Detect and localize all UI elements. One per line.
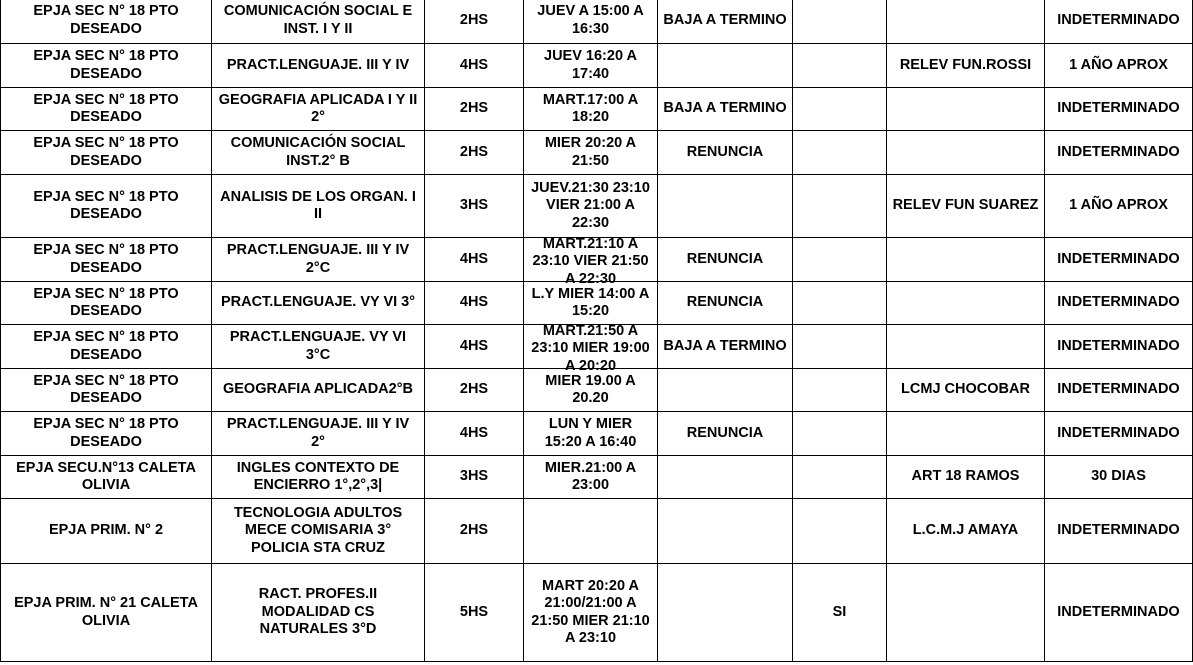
reason-cell: RENUNCIA <box>658 282 793 325</box>
school-cell: EPJA SEC N° 18 PTO DESEADO <box>1 88 212 131</box>
schedule-text: MART.21:50 A 23:10 MIER 19:00 A 20:20 <box>531 322 650 374</box>
subject-cell: COMUNICACIÓN SOCIAL E INST. I Y II <box>212 0 425 44</box>
schedule-text: MART.21:10 A 23:10 VIER 21:50 A 22:30 <box>532 235 649 287</box>
table-row <box>1 175 1193 238</box>
hours-cell: 2HS <box>425 499 524 564</box>
extra-cell <box>793 175 887 238</box>
relief-cell <box>887 0 1045 44</box>
hours-cell: 2HS <box>425 0 524 44</box>
table-row <box>1 499 1193 564</box>
reason-cell <box>658 456 793 499</box>
school-cell: EPJA SEC N° 18 PTO DESEADO <box>1 325 212 369</box>
reason-cell: RENUNCIA <box>658 131 793 175</box>
relief-cell: LCMJ CHOCOBAR <box>887 369 1045 412</box>
school-cell: EPJA SEC N° 18 PTO DESEADO <box>1 175 212 238</box>
reason-cell <box>658 44 793 88</box>
schedule-cell: JUEV 16:20 A 17:40 <box>524 44 658 88</box>
school-cell: EPJA SEC N° 18 PTO DESEADO <box>1 412 212 456</box>
extra-cell <box>793 456 887 499</box>
reason-cell: RENUNCIA <box>658 238 793 282</box>
schedule-cell: L.Y MIER 14:00 A 15:20 <box>524 282 658 325</box>
hours-cell: 2HS <box>425 131 524 175</box>
duration-cell: 1 AÑO APROX <box>1045 44 1193 88</box>
duration-cell: INDETERMINADO <box>1045 412 1193 456</box>
subject-cell: PRACT.LENGUAJE. VY VI 3°C <box>212 325 425 369</box>
table-row <box>1 88 1193 131</box>
reason-cell: BAJA A TERMINO <box>658 325 793 369</box>
hours-cell: 2HS <box>425 88 524 131</box>
hours-cell: 2HS <box>425 369 524 412</box>
duration-cell: INDETERMINADO <box>1045 0 1193 44</box>
schedule-cell: MART.17:00 A 18:20 <box>524 88 658 131</box>
relief-cell: L.C.M.J AMAYA <box>887 499 1045 564</box>
table-row <box>1 325 1193 369</box>
school-cell: EPJA SEC N° 18 PTO DESEADO <box>1 0 212 44</box>
extra-cell <box>793 282 887 325</box>
table-row <box>1 0 1193 44</box>
subject-cell: RACT. PROFES.II MODALIDAD CS NATURALES 3°D <box>212 564 425 662</box>
reason-cell <box>658 175 793 238</box>
school-cell: EPJA SEC N° 18 PTO DESEADO <box>1 369 212 412</box>
subject-cell: GEOGRAFIA APLICADA I Y II 2° <box>212 88 425 131</box>
subject-cell: PRACT.LENGUAJE. III Y IV 2°C <box>212 238 425 282</box>
school-cell: EPJA SEC N° 18 PTO DESEADO <box>1 131 212 175</box>
table-row <box>1 369 1193 412</box>
hours-cell: 4HS <box>425 282 524 325</box>
relief-cell <box>887 325 1045 369</box>
hours-cell: 3HS <box>425 175 524 238</box>
reason-cell <box>658 499 793 564</box>
duration-cell: INDETERMINADO <box>1045 282 1193 325</box>
table-row <box>1 412 1193 456</box>
hours-cell: 3HS <box>425 456 524 499</box>
school-cell: EPJA SECU.N°13 CALETA OLIVIA <box>1 456 212 499</box>
table-row <box>1 282 1193 325</box>
hours-cell: 4HS <box>425 412 524 456</box>
hours-cell: 5HS <box>425 564 524 662</box>
duration-cell: INDETERMINADO <box>1045 325 1193 369</box>
duration-cell: INDETERMINADO <box>1045 131 1193 175</box>
duration-cell: 1 AÑO APROX <box>1045 175 1193 238</box>
school-cell: EPJA SEC N° 18 PTO DESEADO <box>1 238 212 282</box>
table-row <box>1 131 1193 175</box>
relief-cell <box>887 412 1045 456</box>
schedule-cell: MART 20:20 A 21:00/21:00 A 21:50 MIER 21:10 A 23:10 <box>524 564 658 662</box>
schedule-cell: MIER.21:00 A 23:00 <box>524 456 658 499</box>
table-row <box>1 456 1193 499</box>
schedule-cell: LUN Y MIER 15:20 A 16:40 <box>524 412 658 456</box>
extra-cell <box>793 499 887 564</box>
relief-cell <box>887 282 1045 325</box>
extra-cell: SI <box>793 564 887 662</box>
relief-cell: RELEV FUN.ROSSI <box>887 44 1045 88</box>
schedule-cell: JUEV.21:30 23:10 VIER 21:00 A 22:30 <box>524 175 658 238</box>
relief-cell: ART 18 RAMOS <box>887 456 1045 499</box>
duration-cell: 30 DIAS <box>1045 456 1193 499</box>
relief-cell <box>887 131 1045 175</box>
duration-cell: INDETERMINADO <box>1045 238 1193 282</box>
subject-cell: COMUNICACIÓN SOCIAL INST.2° B <box>212 131 425 175</box>
extra-cell <box>793 369 887 412</box>
school-cell: EPJA PRIM. N° 21 CALETA OLIVIA <box>1 564 212 662</box>
subject-cell: PRACT.LENGUAJE. III Y IV <box>212 44 425 88</box>
extra-cell <box>793 412 887 456</box>
reason-cell <box>658 564 793 662</box>
hours-cell: 4HS <box>425 238 524 282</box>
table-row <box>1 44 1193 88</box>
schedule-cell: MIER 20:20 A 21:50 <box>524 131 658 175</box>
duration-cell: INDETERMINADO <box>1045 88 1193 131</box>
schedule-cell <box>524 235 658 287</box>
extra-cell <box>793 131 887 175</box>
extra-cell <box>793 88 887 131</box>
subject-cell: GEOGRAFIA APLICADA2°B <box>212 369 425 412</box>
relief-cell <box>887 238 1045 282</box>
subject-cell: PRACT.LENGUAJE. III Y IV 2° <box>212 412 425 456</box>
reason-cell: BAJA A TERMINO <box>658 88 793 131</box>
table-row <box>1 238 1193 282</box>
relief-cell <box>887 88 1045 131</box>
reason-cell: BAJA A TERMINO <box>658 0 793 44</box>
duration-cell: INDETERMINADO <box>1045 369 1193 412</box>
duration-cell: INDETERMINADO <box>1045 564 1193 662</box>
school-cell: EPJA SEC N° 18 PTO DESEADO <box>1 44 212 88</box>
relief-cell <box>887 564 1045 662</box>
extra-cell <box>793 238 887 282</box>
extra-cell <box>793 0 887 44</box>
schedule-cell <box>524 322 658 374</box>
subject-cell: INGLES CONTEXTO DE ENCIERRO 1°,2°,3| <box>212 456 425 499</box>
relief-cell: RELEV FUN SUAREZ <box>887 175 1045 238</box>
subject-cell: PRACT.LENGUAJE. VY VI 3° <box>212 282 425 325</box>
reason-cell <box>658 369 793 412</box>
duration-cell: INDETERMINADO <box>1045 499 1193 564</box>
extra-cell <box>793 325 887 369</box>
school-cell: EPJA PRIM. N° 2 <box>1 499 212 564</box>
subject-cell: ANALISIS DE LOS ORGAN. I II <box>212 175 425 238</box>
schedule-cell: JUEV A 15:00 A 16:30 <box>524 0 658 44</box>
hours-cell: 4HS <box>425 44 524 88</box>
extra-cell <box>793 44 887 88</box>
schedule-cell: MIER 19.00 A 20.20 <box>524 369 658 412</box>
reason-cell: RENUNCIA <box>658 412 793 456</box>
school-cell: EPJA SEC N° 18 PTO DESEADO <box>1 282 212 325</box>
schedule-cell <box>524 499 658 564</box>
table-row <box>1 564 1193 662</box>
hours-cell: 4HS <box>425 325 524 369</box>
subject-cell: TECNOLOGIA ADULTOS MECE COMISARIA 3° POLICIA STA CRUZ <box>212 499 425 564</box>
